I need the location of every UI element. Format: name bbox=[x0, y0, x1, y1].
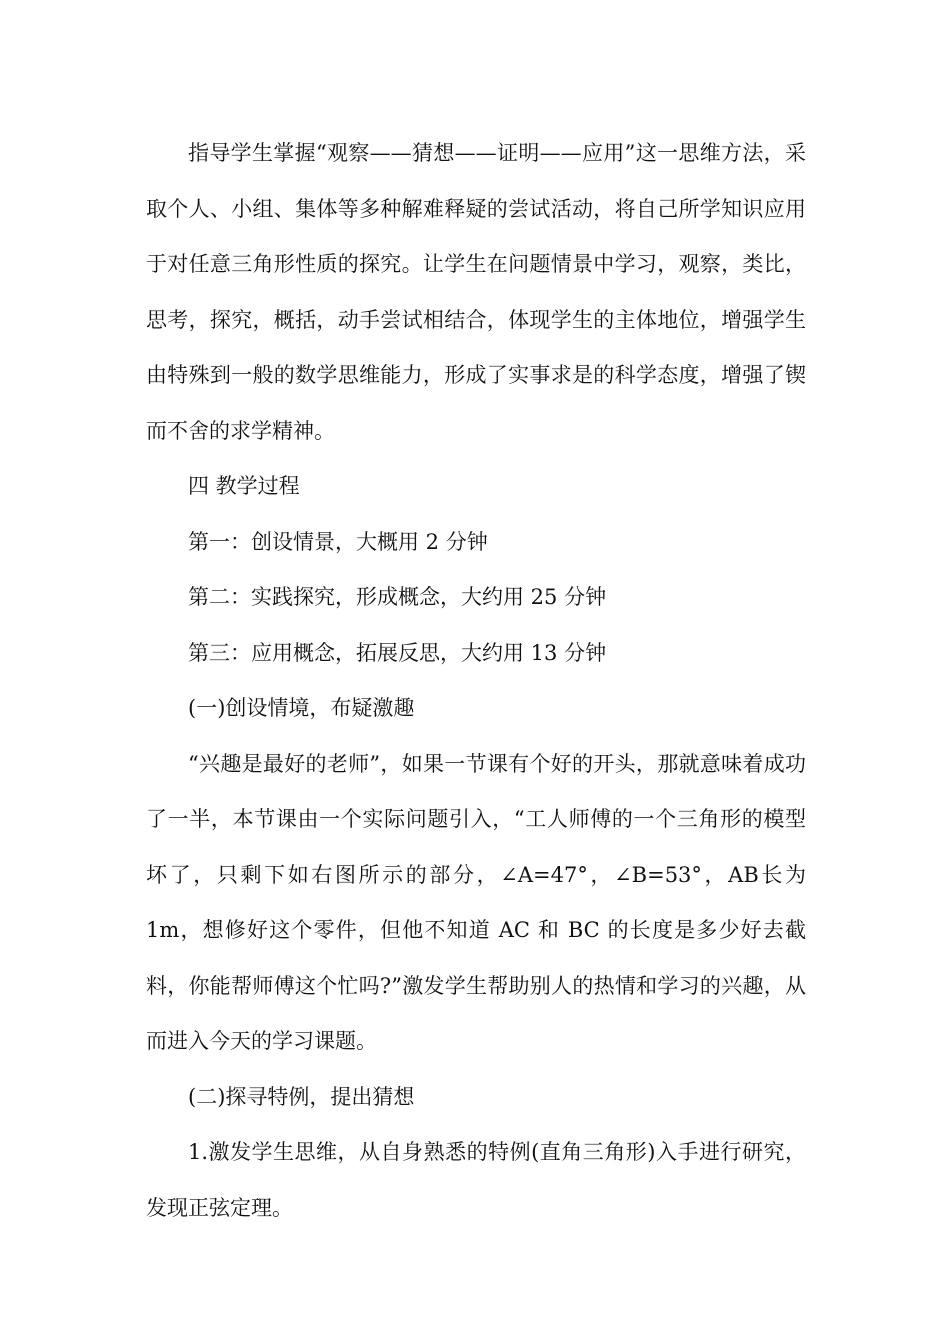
subheading-explore-examples: (二)探寻特例，提出猜想 bbox=[188, 1084, 415, 1109]
paragraph-interest-intro: “兴趣是最好的老师”，如果一节课有个好的开头，那就意味着成功了一半，本节课由一个实际问题引入，“工人师傅的一个三角形的模型坏了，只剩下如右图所示的部分，∠A=47°，∠B=53°，AB长为 1m，想修好这个零件，但他不知道 AC 和 BC 的长度是多少好去截料，你能帮师傅这个忙吗?”激发学生帮助别人的热情和学习的兴趣，从而进入今天的学习课题。 bbox=[146, 751, 806, 1053]
paragraph-special-case: 1.激发学生思维，从自身熟悉的特例(直角三角形)入手进行研究，发现正弦定理。 bbox=[146, 1140, 806, 1220]
process-step-1: 第一：创设情景，大概用 2 分钟 bbox=[188, 529, 488, 554]
subheading-create-situation: (一)创设情境，布疑激趣 bbox=[188, 696, 415, 720]
process-step-3: 第三：应用概念，拓展反思，大约用 13 分钟 bbox=[188, 640, 607, 665]
section-heading-teaching-process: 四 教学过程 bbox=[188, 474, 300, 498]
document-body bbox=[146, 126, 806, 1236]
process-step-2: 第二：实践探究，形成概念，大约用 25 分钟 bbox=[188, 585, 607, 609]
paragraph-teaching-method: 指导学生掌握“观察——猜想——证明——应用”这一思维方法，采取个人、小组、集体等多种解难释疑的尝试活动，将自己所学知识应用于对任意三角形性质的探究。让学生在问题情景中学习，观察，类比，思考，探究，概括，动手尝试相结合，体现学生的主体地位，增强学生由特殊到一般的数学思维能力，形成了实事求是的科学态度，增强了锲而不舍的求学精神。 bbox=[146, 141, 806, 443]
